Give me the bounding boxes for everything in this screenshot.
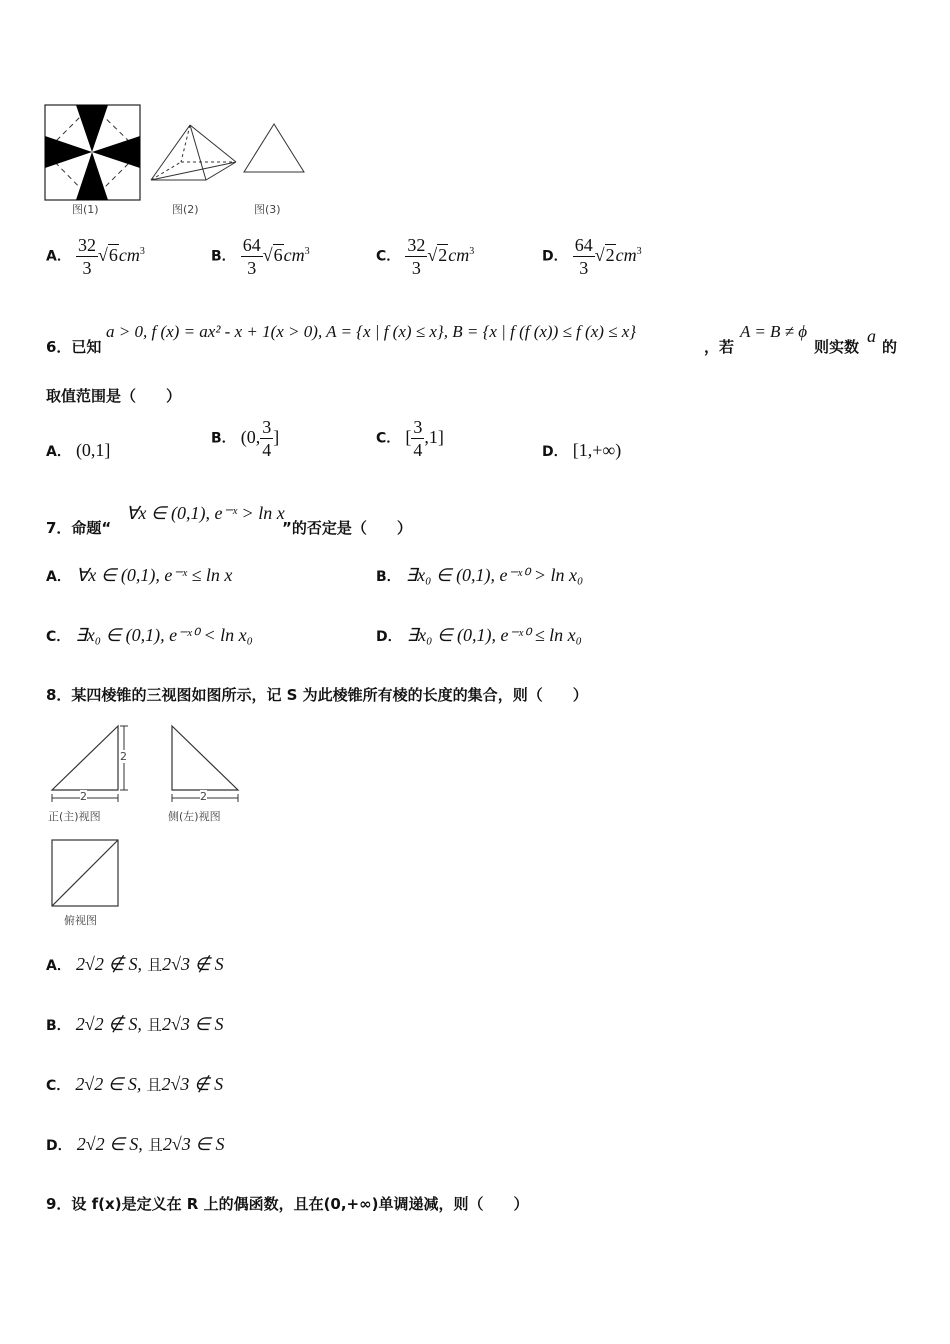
figure-1-pinwheel	[44, 104, 142, 202]
q6-formula: a > 0, f (x) = ax² - x + 1(x > 0), A = {x | f (x) ≤ x}, B = {x | f (f (x)) ≤ f (x) ≤ x}	[106, 322, 637, 341]
q6-condition: A = B ≠ ϕ	[740, 322, 808, 341]
q5-option-a[interactable]: A． $\frac{32}{3}$ $√6cm^3$	[46, 235, 145, 278]
q8-option-c[interactable]: C． 2√2 ∈ S, 且2√3 ∉ S	[46, 1074, 224, 1094]
q8-option-a[interactable]: A． 2√2 ∉ S, 且2√3 ∉ S	[46, 954, 224, 974]
q7-option-b[interactable]: B． ∃x₀ ∈ (0,1), e⁻ˣ⁰ > ln x₀	[376, 565, 584, 585]
q6-option-a[interactable]: A． (0,1]	[46, 440, 111, 460]
q8-side-label: 侧(左)视图	[168, 810, 221, 823]
q9-stem: 9．设 f(x)是定义在 R 上的偶函数，且在(0,+∞)单调递减，则（ ）	[46, 1195, 529, 1213]
figure-2-label: 图(2)	[172, 203, 199, 216]
q7-formula: ∀x ∈ (0,1), e⁻ˣ > ln x	[126, 503, 285, 523]
q5-option-b[interactable]: B． $\frac{64}{3}$ $√6cm^3$	[211, 235, 310, 278]
q6-then: 则实数	[814, 338, 860, 356]
q7-option-c[interactable]: C． ∃x₀ ∈ (0,1), e⁻ˣ⁰ < ln x₀	[46, 625, 253, 645]
q6-line2: 取值范围是（ ）	[46, 387, 182, 405]
q6-suffix: 的	[882, 338, 898, 356]
q8-side-width-label: 2	[200, 790, 207, 803]
q8-front-width-label: 2	[80, 790, 87, 803]
figure-3-triangle	[242, 122, 306, 174]
q6-var: a	[867, 326, 876, 346]
q7-option-d[interactable]: D． ∃x₀ ∈ (0,1), e⁻ˣ⁰ ≤ ln x₀	[376, 625, 582, 645]
q5-option-c[interactable]: C． $\frac{32}{3}$ $√2cm^3$	[376, 235, 475, 278]
q7-option-a[interactable]: A． ∀x ∈ (0,1), e⁻ˣ ≤ ln x	[46, 565, 233, 585]
q6-option-c[interactable]: C． [ $\frac{3}{4}$ ,1]	[376, 417, 444, 460]
q8-stem: 8．某四棱锥的三视图如图所示，记 S 为此棱锥所有棱的长度的集合，则（ ）	[46, 686, 588, 704]
q6-option-b[interactable]: B． (0, $\frac{3}{4}$ ]	[211, 417, 280, 460]
q6-mid: ，若	[704, 338, 735, 356]
q8-top-view	[50, 838, 120, 908]
q8-option-b[interactable]: B． 2√2 ∉ S, 且2√3 ∈ S	[46, 1014, 224, 1034]
q8-front-height-label: 2	[120, 750, 127, 763]
figure-1-label: 图(1)	[72, 203, 99, 216]
q8-top-label: 俯视图	[64, 914, 97, 927]
q5-option-d[interactable]: D． $\frac{64}{3}$ $√2cm^3$	[542, 235, 642, 278]
q8-front-label: 正(主)视图	[48, 810, 101, 823]
figure-2-pyramid	[148, 122, 238, 184]
figure-3-label: 图(3)	[254, 203, 281, 216]
q6-option-d[interactable]: D． [1,+∞)	[542, 440, 622, 460]
q6-prefix: 6．已知	[46, 338, 102, 356]
q7-prefix: 7．命题“	[46, 519, 112, 537]
q7-suffix: ”的否定是（ ）	[282, 519, 412, 537]
q8-front-view	[48, 722, 134, 808]
q8-option-d[interactable]: D． 2√2 ∈ S, 且2√3 ∈ S	[46, 1134, 225, 1154]
